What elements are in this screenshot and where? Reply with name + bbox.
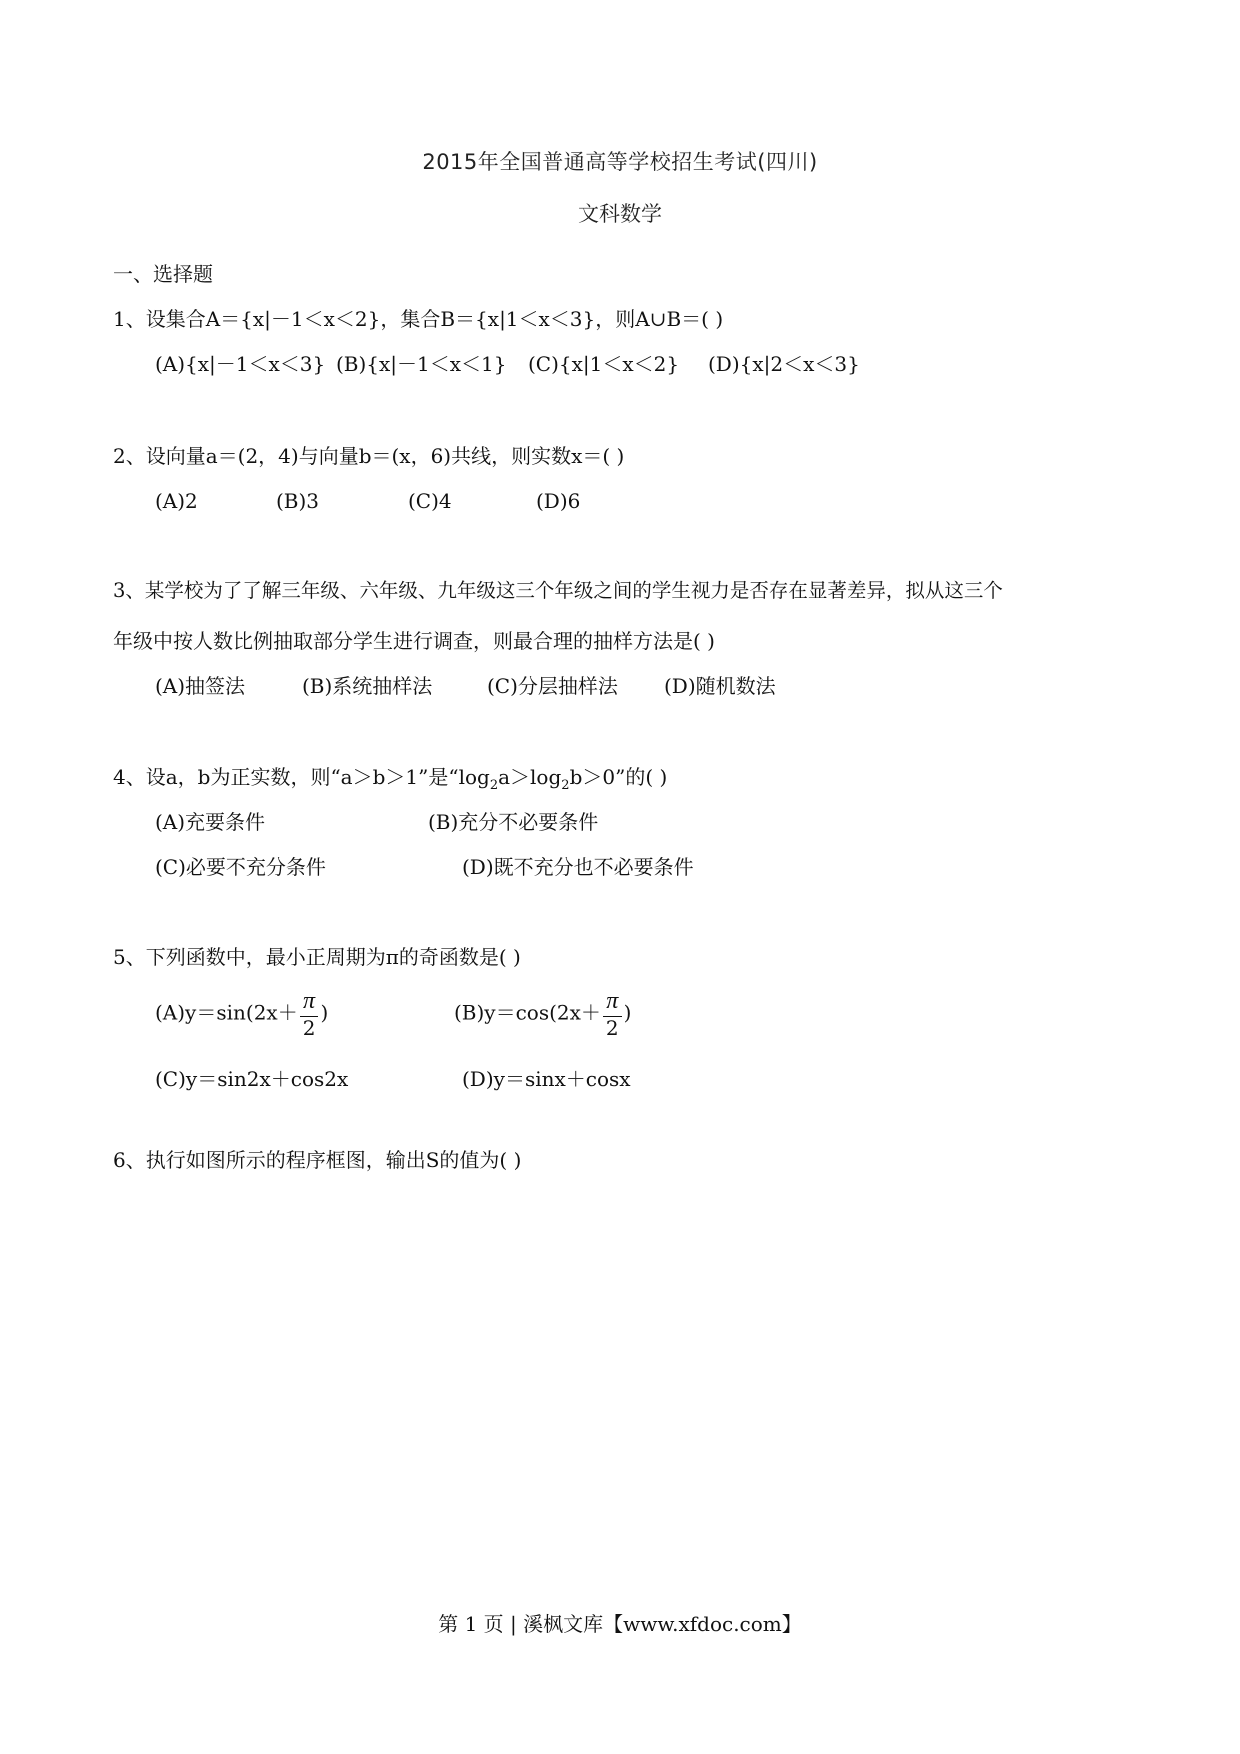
question-3-option-c: (C)分层抽样法	[487, 674, 618, 698]
option-a-expression: (A)y＝sin(2x＋	[155, 1000, 298, 1025]
question-4-stem-prefix: 4、设a，b为正实数，则“a＞b＞1”是“log	[113, 765, 490, 789]
question-2-option-d: (D)6	[536, 489, 581, 513]
question-4-option-a: (A)充要条件	[155, 810, 266, 834]
pi-over-2-fraction	[300, 988, 319, 1040]
question-2-stem: 2、设向量a＝(2，4)与向量b＝(x，6)共线，则实数x＝( )	[113, 444, 625, 468]
exam-title: 2015年全国普通高等学校招生考试(四川)	[422, 150, 818, 174]
question-6-stem: 6、执行如图所示的程序框图，输出S的值为( )	[113, 1148, 522, 1172]
question-3-stem-line-2: 年级中按人数比例抽取部分学生进行调查，则最合理的抽样方法是( )	[113, 629, 715, 653]
pi-over-2-fraction	[603, 988, 622, 1040]
question-3-option-a: (A)抽签法	[155, 674, 246, 698]
fraction-numerator: π	[603, 988, 622, 1017]
question-3-option-d: (D)随机数法	[664, 674, 776, 698]
page-footer: 第 1 页 | 溪枫文库【www.xfdoc.com】	[438, 1612, 802, 1636]
question-4-stem-middle: a＞log	[498, 765, 562, 789]
fraction-numerator: π	[300, 988, 319, 1017]
question-1-option-c: (C){x|1＜x＜2}	[528, 352, 680, 376]
question-2-option-b: (B)3	[276, 489, 320, 513]
question-4-option-b: (B)充分不必要条件	[428, 810, 599, 834]
question-5-option-d: (D)y＝sinx＋cosx	[462, 1067, 631, 1091]
question-4-option-d: (D)既不充分也不必要条件	[462, 855, 694, 879]
question-2-option-c: (C)4	[408, 489, 452, 513]
question-1-stem: 1、设集合A＝{x|－1＜x＜2}，集合B＝{x|1＜x＜3}，则A∪B＝( )	[113, 307, 724, 331]
fraction-denominator: 2	[302, 1015, 316, 1040]
question-5-option-b	[454, 988, 631, 1040]
question-1-option-d: (D){x|2＜x＜3}	[708, 352, 860, 376]
section-heading: 一、选择题	[113, 262, 213, 286]
question-4-option-c: (C)必要不充分条件	[155, 855, 326, 879]
fraction-denominator: 2	[605, 1015, 619, 1040]
question-3-stem-line-1: 3、某学校为了了解三年级、六年级、九年级这三个年级之间的学生视力是否存在显著差异，拟从这三个	[113, 579, 1003, 602]
log-base-subscript: 2	[489, 778, 499, 793]
exam-subtitle: 文科数学	[578, 202, 662, 226]
question-5-option-c: (C)y＝sin2x＋cos2x	[155, 1067, 349, 1091]
question-2-option-a: (A)2	[155, 489, 198, 513]
question-1-option-b: (B){x|－1＜x＜1}	[336, 352, 507, 376]
option-b-expression: (B)y＝cos(2x＋	[454, 1000, 601, 1025]
closing-paren: )	[623, 1000, 632, 1025]
question-4-stem-suffix: b＞0”的( )	[569, 765, 668, 789]
question-4-stem	[113, 765, 667, 794]
question-5-stem: 5、下列函数中，最小正周期为π的奇函数是( )	[113, 945, 521, 969]
closing-paren: )	[320, 1000, 329, 1025]
log-base-subscript: 2	[561, 778, 570, 793]
question-1-option-a: (A){x|－1＜x＜3}	[155, 352, 326, 376]
question-3-option-b: (B)系统抽样法	[302, 674, 433, 698]
question-5-option-a	[155, 988, 328, 1040]
